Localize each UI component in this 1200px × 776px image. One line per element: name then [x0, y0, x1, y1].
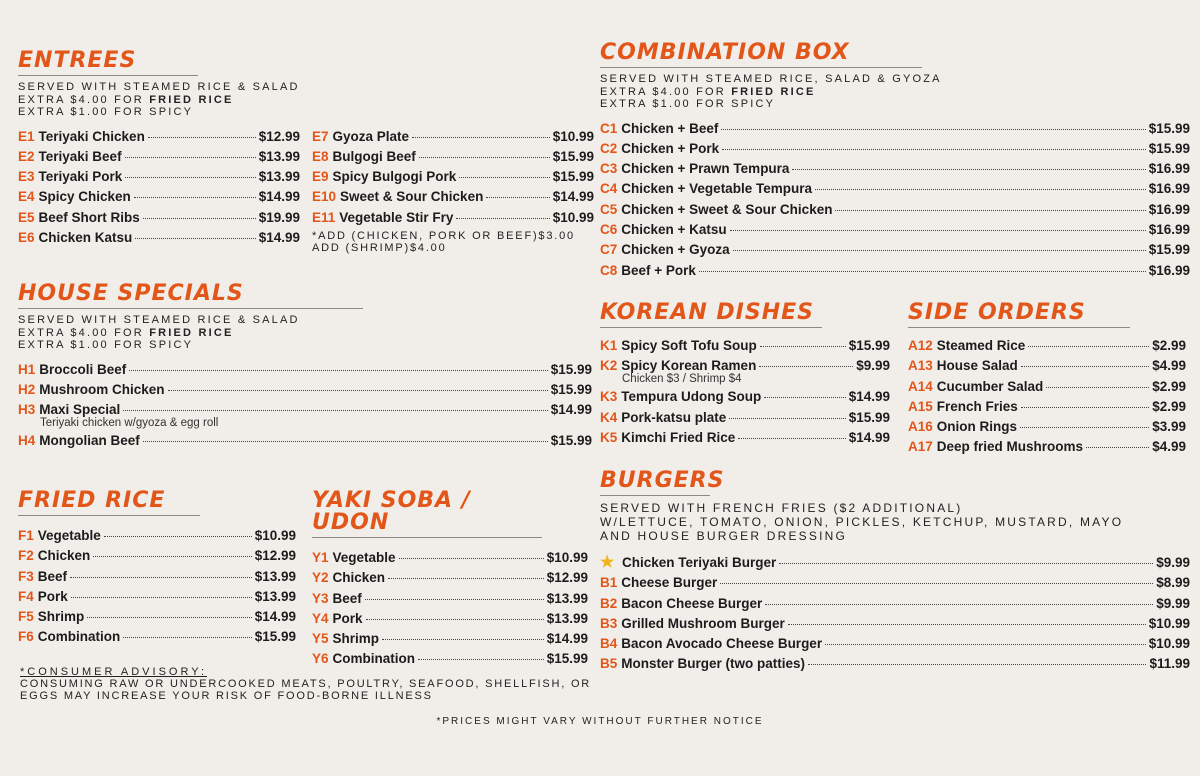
item-price: $14.99	[546, 631, 588, 647]
menu-item	[18, 127, 300, 147]
item-code: E5	[18, 209, 35, 225]
item-price: $10.99	[1148, 636, 1190, 652]
item-price: $2.99	[1152, 398, 1186, 414]
item-price: $12.99	[254, 548, 296, 564]
item-price: $10.99	[552, 128, 594, 144]
item-code: H2	[18, 381, 36, 397]
dot-leader	[1020, 427, 1149, 428]
dot-leader	[721, 129, 1145, 130]
menu-item	[600, 553, 1190, 573]
item-name: Gyoza Plate	[332, 128, 410, 144]
menu-item	[18, 208, 300, 228]
fried-rice-list	[18, 526, 296, 648]
item-price: $13.99	[546, 590, 588, 606]
item-code: A15	[908, 398, 933, 414]
menu-item	[600, 119, 1190, 139]
dot-leader	[760, 346, 846, 347]
item-name: Onion Rings	[936, 419, 1018, 435]
consumer-advisory-line-2: EGGS MAY INCREASE YOUR RISK OF FOOD-BORNE ILLNESS	[20, 690, 433, 702]
combination-box-list	[600, 119, 1190, 281]
item-name: Chicken + Beef	[621, 120, 719, 136]
item-price: $15.99	[848, 338, 890, 353]
menu-item	[18, 167, 300, 187]
item-name: Chicken + Katsu	[621, 221, 727, 237]
dot-leader	[729, 418, 845, 419]
item-name: Beef	[332, 590, 362, 606]
item-name: Chicken Katsu	[38, 229, 133, 245]
consumer-advisory-heading: *CONSUMER ADVISORY:	[20, 666, 207, 678]
item-name: Vegetable	[37, 528, 101, 543]
item-code: Y1	[312, 550, 329, 565]
dot-leader	[1021, 366, 1149, 367]
dot-leader	[1028, 346, 1149, 347]
item-code: F5	[18, 609, 34, 625]
item-name: Grilled Mushroom Burger	[621, 615, 785, 631]
item-code: E11	[312, 209, 336, 225]
item-code: C8	[600, 262, 618, 278]
item-name: Bulgogi Beef	[332, 148, 416, 164]
item-price: $10.99	[254, 528, 296, 543]
item-price: $14.99	[550, 402, 592, 418]
dot-leader	[70, 577, 252, 578]
item-name: Combination	[332, 651, 416, 667]
menu-item	[18, 400, 592, 429]
dot-leader	[87, 617, 251, 618]
item-name: Monster Burger (two patties)	[621, 656, 806, 672]
menu-item	[908, 397, 1186, 417]
item-price: $8.99	[1156, 575, 1190, 591]
item-price: $16.99	[1148, 221, 1190, 237]
item-code: Y3	[312, 590, 329, 606]
dot-leader	[1086, 447, 1149, 448]
item-code: Y6	[312, 651, 329, 667]
item-code: E6	[18, 229, 35, 245]
menu-item	[600, 356, 890, 385]
item-name: Spicy Soft Tofu Soup	[621, 338, 757, 353]
side-orders-title: SIDE ORDERS	[908, 302, 1130, 328]
item-name: Spicy Chicken	[38, 189, 131, 205]
item-name: Teriyaki Chicken	[38, 128, 145, 144]
item-name: Deep fried Mushrooms	[936, 439, 1084, 455]
item-code: Y4	[312, 610, 329, 626]
item-name: Chicken + Sweet & Sour Chicken	[621, 201, 833, 217]
menu-item	[908, 417, 1186, 437]
dot-leader	[71, 597, 252, 598]
burgers-section	[600, 470, 1190, 675]
item-price: $15.99	[550, 361, 592, 377]
item-description: Teriyaki chicken w/gyoza & egg roll	[40, 417, 219, 430]
item-price: $14.99	[258, 189, 300, 205]
menu-item	[312, 208, 594, 228]
item-name: French Fries	[936, 398, 1018, 414]
item-description: Chicken $3 / Shrimp $4	[622, 373, 742, 386]
menu-item	[18, 187, 300, 207]
item-price: $13.99	[258, 169, 300, 185]
item-code: B5	[600, 656, 618, 672]
burgers-title: BURGERS	[600, 470, 710, 496]
dot-leader	[419, 157, 550, 158]
item-price: $15.99	[1148, 140, 1190, 156]
dot-leader	[730, 230, 1146, 231]
menu-item	[312, 568, 588, 588]
menu-item	[600, 240, 1190, 260]
item-name: Spicy Korean Ramen	[621, 358, 757, 374]
house-specials-note: SERVED WITH STEAMED RICE & SALAD EXTRA $4.00 FOR FRIED RICE EXTRA $1.00 FOR SPICY	[18, 314, 300, 351]
item-name: Chicken + Vegetable Tempura	[621, 181, 812, 197]
dot-leader	[93, 556, 251, 557]
menu-item	[908, 336, 1186, 356]
item-code: A12	[908, 338, 933, 353]
item-name: Mongolian Beef	[39, 433, 140, 449]
menu-item	[18, 431, 592, 451]
entrees-title: ENTREES	[18, 50, 198, 76]
dot-leader	[143, 218, 256, 219]
item-price: $4.99	[1152, 358, 1186, 374]
dot-leader	[148, 137, 256, 138]
dot-leader	[388, 578, 544, 579]
item-code: C4	[600, 181, 618, 197]
item-price: $9.99	[1156, 595, 1190, 611]
dot-leader	[788, 624, 1146, 625]
item-code: K3	[600, 389, 618, 405]
item-name: House Salad	[936, 358, 1018, 374]
korean-dishes-section	[600, 302, 890, 448]
dot-leader	[418, 659, 544, 660]
menu-item	[18, 587, 296, 607]
menu-item	[600, 159, 1190, 179]
star-icon: ★	[600, 554, 615, 571]
item-name: Spicy Bulgogi Pork	[332, 169, 457, 185]
menu-item	[908, 377, 1186, 397]
item-price: $14.99	[258, 229, 300, 245]
item-name: Pork	[37, 588, 68, 604]
item-name: Pork-katsu plate	[621, 409, 727, 425]
item-price: $10.99	[552, 209, 594, 225]
item-price: $15.99	[848, 409, 890, 425]
dot-leader	[125, 177, 255, 178]
item-name: Teriyaki Pork	[38, 169, 123, 185]
dot-leader	[399, 558, 544, 559]
entrees-list-right	[312, 127, 594, 228]
side-orders-list	[908, 336, 1186, 458]
item-name: Teriyaki Beef	[38, 148, 122, 164]
menu-item	[600, 428, 890, 448]
item-price: $19.99	[258, 209, 300, 225]
item-code: H4	[18, 433, 36, 449]
dot-leader	[104, 536, 252, 537]
item-name: Shrimp	[332, 631, 380, 647]
item-name: Beef Short Ribs	[38, 209, 140, 225]
item-code: A13	[908, 358, 933, 374]
item-price: $10.99	[546, 550, 588, 565]
menu-item	[600, 200, 1190, 220]
item-name: Kimchi Fried Rice	[621, 429, 736, 445]
item-name: Chicken + Gyoza	[621, 242, 730, 258]
item-code: B4	[600, 636, 618, 652]
item-price: $15.99	[1148, 120, 1190, 136]
item-price: $2.99	[1152, 378, 1186, 394]
menu-item	[18, 567, 296, 587]
item-price: $15.99	[1148, 242, 1190, 258]
menu-item	[312, 187, 594, 207]
item-name: Maxi Special	[39, 402, 121, 418]
menu-item	[312, 589, 588, 609]
item-code: H1	[18, 361, 36, 377]
item-price: $16.99	[1148, 181, 1190, 197]
dot-leader	[412, 137, 550, 138]
menu-item	[600, 387, 890, 407]
item-price: $14.99	[848, 429, 890, 445]
dot-leader	[733, 250, 1146, 251]
item-code: E2	[18, 148, 35, 164]
item-code: E8	[312, 148, 329, 164]
yaki-soba-title: YAKI SOBA / UDON	[312, 490, 542, 538]
item-name: Shrimp	[37, 609, 85, 625]
item-name: Vegetable	[332, 550, 396, 565]
item-price: $14.99	[848, 389, 890, 405]
item-code: C1	[600, 120, 618, 136]
menu-item	[600, 261, 1190, 281]
item-name: Chicken Teriyaki Burger	[622, 555, 777, 570]
item-price: $15.99	[552, 169, 594, 185]
menu-item	[18, 228, 300, 248]
item-code: K2	[600, 358, 618, 374]
item-name: Sweet & Sour Chicken	[340, 189, 484, 205]
item-code: K1	[600, 338, 618, 353]
menu-item	[312, 167, 594, 187]
menu-item	[600, 654, 1190, 674]
item-price: $15.99	[254, 629, 296, 645]
item-price: $13.99	[254, 568, 296, 584]
item-price: $14.99	[552, 189, 594, 205]
combination-box-title: COMBINATION BOX	[600, 42, 922, 68]
item-name: Beef + Pork	[621, 262, 696, 278]
item-code: A16	[908, 419, 933, 435]
item-code: C6	[600, 221, 618, 237]
item-price: $11.99	[1149, 656, 1190, 672]
item-code: A17	[908, 439, 933, 455]
item-price: $2.99	[1152, 338, 1186, 353]
item-code: C2	[600, 140, 618, 156]
menu-item	[18, 147, 300, 167]
dot-leader	[134, 197, 256, 198]
menu-item	[18, 607, 296, 627]
item-name: Chicken + Prawn Tempura	[621, 161, 790, 177]
item-price: $12.99	[258, 128, 300, 144]
item-code: B2	[600, 595, 618, 611]
consumer-advisory-line-1: CONSUMING RAW OR UNDERCOOKED MEATS, POULTRY, SEAFOOD, SHELLFISH, OR	[20, 678, 592, 690]
korean-dishes-title: KOREAN DISHES	[600, 302, 822, 328]
item-name: Beef	[37, 568, 68, 584]
fried-rice-title: FRIED RICE	[18, 490, 200, 516]
menu-item	[600, 139, 1190, 159]
menu-item	[312, 147, 594, 167]
menu-item	[600, 594, 1190, 614]
item-price: $15.99	[552, 148, 594, 164]
item-price: $16.99	[1148, 201, 1190, 217]
dot-leader	[123, 410, 547, 411]
item-code: E9	[312, 169, 329, 185]
item-price: $3.99	[1152, 419, 1186, 435]
menu-item	[600, 179, 1190, 199]
yaki-soba-list	[312, 548, 588, 670]
combination-box-section	[600, 42, 1190, 281]
fried-rice-section	[18, 490, 296, 648]
item-code: B1	[600, 575, 618, 591]
menu-item	[312, 548, 588, 568]
dot-leader	[143, 441, 548, 442]
item-code: E3	[18, 169, 35, 185]
item-name: Tempura Udong Soup	[621, 389, 762, 405]
entrees-add-note: *ADD (CHICKEN, PORK OR BEEF)$3.00 ADD (SHRIMP)$4.00	[312, 229, 575, 254]
item-code: F1	[18, 528, 34, 543]
dot-leader	[382, 639, 544, 640]
menu-item	[600, 408, 890, 428]
item-price: $9.99	[1156, 555, 1190, 570]
menu-item	[18, 526, 296, 546]
item-name: Broccoli Beef	[39, 361, 127, 377]
item-code: E4	[18, 189, 35, 205]
item-price: $16.99	[1148, 161, 1190, 177]
item-price: $9.99	[856, 358, 890, 374]
item-price: $4.99	[1152, 439, 1186, 455]
item-code: C5	[600, 201, 618, 217]
item-name: Steamed Rice	[936, 338, 1026, 353]
item-code: E7	[312, 128, 329, 144]
item-code: E10	[312, 189, 337, 205]
item-code: F2	[18, 548, 34, 564]
item-price: $15.99	[550, 381, 592, 397]
item-price: $13.99	[546, 610, 588, 626]
entrees-note: SERVED WITH STEAMED RICE & SALAD EXTRA $4.00 FOR FRIED RICE EXTRA $1.00 FOR SPICY	[18, 81, 300, 118]
menu-item	[908, 356, 1186, 376]
dot-leader	[365, 599, 544, 600]
dot-leader	[456, 218, 549, 219]
side-orders-section	[908, 302, 1186, 458]
menu-item	[18, 627, 296, 647]
menu-item	[312, 609, 588, 629]
menu-item	[18, 380, 592, 400]
dot-leader	[366, 619, 544, 620]
price-footnote: *PRICES MIGHT VARY WITHOUT FURTHER NOTICE	[436, 716, 764, 727]
item-name: Cucumber Salad	[936, 378, 1044, 394]
item-price: $14.99	[254, 609, 296, 625]
house-specials-list	[18, 360, 592, 452]
dot-leader	[459, 177, 549, 178]
item-price: $13.99	[258, 148, 300, 164]
item-code: H3	[18, 402, 36, 418]
dot-leader	[123, 637, 251, 638]
item-code: B3	[600, 615, 618, 631]
dot-leader	[825, 644, 1146, 645]
item-price: $16.99	[1148, 262, 1190, 278]
house-specials-section	[18, 283, 592, 451]
item-code: A14	[908, 378, 933, 394]
dot-leader	[486, 197, 549, 198]
item-name: Cheese Burger	[621, 575, 718, 591]
item-name: Bacon Cheese Burger	[621, 595, 763, 611]
burgers-note: SERVED WITH FRENCH FRIES ($2 ADDITIONAL) W/LETTUCE, TOMATO, ONION, PICKLES, KETCHUP, MUSTARD, MAYO AND HOUSE BURGER DRESSING	[600, 501, 1124, 543]
dot-leader	[779, 563, 1153, 564]
item-name: Vegetable Stir Fry	[339, 209, 454, 225]
dot-leader	[135, 238, 255, 239]
menu-item	[312, 127, 594, 147]
burgers-list	[600, 553, 1190, 675]
item-code: C3	[600, 161, 618, 177]
item-code: F4	[18, 588, 34, 604]
item-code: K4	[600, 409, 618, 425]
item-name: Mushroom Chicken	[39, 381, 165, 397]
dot-leader	[759, 366, 853, 367]
item-code: C7	[600, 242, 618, 258]
item-code: Y2	[312, 570, 329, 586]
korean-dishes-list	[600, 336, 890, 448]
yaki-soba-section	[312, 490, 588, 670]
menu-item	[600, 336, 890, 356]
item-name: Chicken	[332, 570, 386, 586]
item-price: $15.99	[550, 433, 592, 449]
item-price: $10.99	[1148, 615, 1190, 631]
menu-item	[600, 220, 1190, 240]
menu-item	[600, 614, 1190, 634]
item-price: $13.99	[254, 588, 296, 604]
dot-leader	[720, 583, 1153, 584]
combination-box-note: SERVED WITH STEAMED RICE, SALAD & GYOZA EXTRA $4.00 FOR FRIED RICE EXTRA $1.00 FOR SPICY	[600, 73, 942, 110]
dot-leader	[764, 397, 845, 398]
house-specials-title: HOUSE SPECIALS	[18, 283, 363, 309]
menu-item	[18, 546, 296, 566]
dot-leader	[808, 664, 1146, 665]
item-name: Bacon Avocado Cheese Burger	[621, 636, 823, 652]
menu-item	[312, 629, 588, 649]
dot-leader	[699, 271, 1146, 272]
item-name: Pork	[332, 610, 363, 626]
item-code: F3	[18, 568, 34, 584]
entrees-list-left	[18, 127, 300, 254]
menu-item	[600, 573, 1190, 593]
item-code: E1	[18, 128, 35, 144]
dot-leader	[125, 157, 256, 158]
dot-leader	[1021, 407, 1149, 408]
item-name: Combination	[37, 629, 121, 645]
entrees-section	[18, 50, 598, 254]
menu-item	[18, 360, 592, 380]
dot-leader	[835, 210, 1145, 211]
dot-leader	[738, 438, 845, 439]
item-price: $12.99	[546, 570, 588, 586]
item-code: K5	[600, 429, 618, 445]
dot-leader	[168, 390, 548, 391]
dot-leader	[765, 604, 1153, 605]
menu-item	[908, 437, 1186, 457]
item-name: Chicken	[37, 548, 91, 564]
item-name: Chicken + Pork	[621, 140, 720, 156]
item-code: Y5	[312, 631, 329, 647]
item-code: F6	[18, 629, 34, 645]
dot-leader	[722, 149, 1146, 150]
dot-leader	[792, 169, 1145, 170]
dot-leader	[1046, 387, 1149, 388]
menu-item	[600, 634, 1190, 654]
dot-leader	[815, 189, 1146, 190]
dot-leader	[129, 370, 547, 371]
item-price: $15.99	[546, 651, 588, 667]
consumer-advisory	[20, 666, 591, 702]
